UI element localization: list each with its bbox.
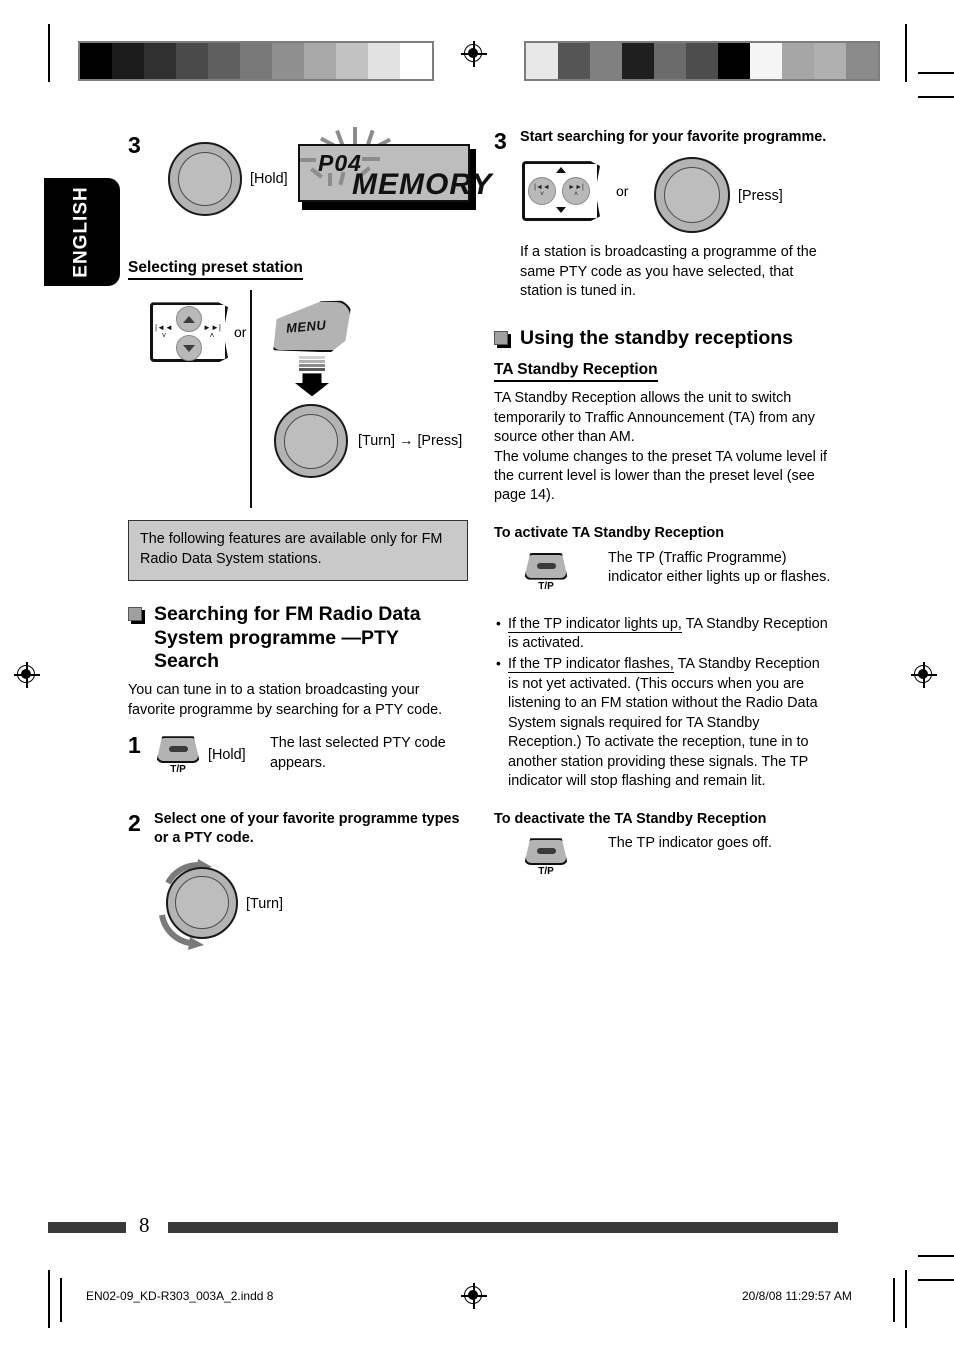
control-knob[interactable] (166, 867, 238, 939)
deactivate-ta-result: The TP indicator goes off. (608, 835, 772, 852)
calibration-swatch (686, 43, 718, 79)
calibration-swatch (272, 43, 304, 79)
crop-mark-right-lower-h (918, 96, 954, 98)
pty-heading-line2: System programme —PTY Search (154, 626, 399, 673)
calibration-swatch (622, 43, 654, 79)
footer-datetime: 20/8/08 11:29:57 AM (742, 1289, 852, 1303)
registration-mark-top (461, 41, 487, 67)
pad-forward-sub: ˄ (209, 331, 215, 341)
registration-mark-left (14, 662, 40, 688)
flow-arrow-down-icon (295, 356, 329, 396)
standby-section-heading (494, 327, 834, 350)
right-step3-press-action: [Press] (738, 188, 783, 205)
ta-standby-heading: TA Standby Reception (494, 360, 658, 382)
language-tab-label: ENGLISH (71, 186, 93, 278)
crop-mark-right-upper-h (918, 72, 954, 74)
list-item (494, 615, 834, 654)
right-step3-result: If a station is broadcasting a programme of the same PTY code as you have selected, that station is tuned in. (520, 244, 817, 300)
pad-triangle-down-icon (556, 207, 566, 213)
menu-button-label: MENU (285, 317, 327, 337)
search-control-pad[interactable] (522, 161, 600, 221)
left-step1-number: 1 (128, 732, 141, 759)
calibration-swatch (814, 43, 846, 79)
calibration-swatch (590, 43, 622, 79)
calibration-swatch (718, 43, 750, 79)
pad-rewind-glyph: |◄◄ (155, 323, 173, 333)
pad-forward-button[interactable] (562, 177, 590, 205)
calibration-swatch (846, 43, 878, 79)
ta-body-paragraph-2: The volume changes to the preset TA volume level if the current level is lower than the preset level (see page 14). (494, 448, 828, 504)
left-step3-knob-action: [Hold] (250, 171, 288, 187)
pad-forward-icon[interactable] (202, 324, 222, 340)
tp-button[interactable] (524, 553, 568, 593)
page-number: 8 (139, 1213, 150, 1237)
left-step2-number: 2 (128, 810, 141, 837)
pad-rewind-button[interactable] (528, 177, 556, 205)
pad-rewind-glyph: |◄◄ (534, 184, 550, 192)
bullet-2-underlined: If the TP indicator flashes, (508, 656, 674, 673)
tp-button[interactable] (524, 838, 568, 878)
activate-ta-heading: To activate TA Standby Reception (494, 524, 725, 541)
tp-button-slot-icon (537, 848, 556, 854)
footer-rule-left (60, 1278, 62, 1322)
right-column (494, 128, 834, 894)
list-item (494, 655, 834, 791)
flash-ray-icon (300, 158, 316, 162)
display-status-value: MEMORY (352, 168, 493, 201)
control-knob[interactable] (654, 157, 730, 233)
registration-mark-bottom (461, 1283, 487, 1309)
tp-button-slot-icon (537, 563, 556, 569)
calibration-swatch (654, 43, 686, 79)
control-knob[interactable] (168, 142, 242, 216)
flash-ray-icon (362, 157, 380, 161)
selecting-preset-heading: Selecting preset station (128, 258, 303, 280)
calibration-swatch (304, 43, 336, 79)
tp-button-label: T/P (538, 866, 554, 878)
page-bar-left (48, 1222, 126, 1233)
tp-button-label: T/P (538, 580, 554, 592)
tp-indicator-bullet-list (494, 615, 834, 792)
pad-rewind-sub: ˅ (161, 331, 167, 341)
ta-body-paragraph-1: TA Standby Reception allows the unit to switch temporarily to Traffic Announcement (TA) from any source other than AM. (494, 390, 815, 446)
section-bullet-square-icon (128, 607, 145, 624)
pad-forward-sub: ˄ (573, 191, 579, 199)
control-knob[interactable] (274, 404, 348, 478)
pad-forward-glyph: ►►| (568, 184, 584, 192)
footer-rule-right (893, 1278, 895, 1322)
deactivate-ta-heading: To deactivate the TA Standby Reception (494, 810, 767, 827)
left-step3-number: 3 (128, 132, 141, 158)
calibration-swatch (240, 43, 272, 79)
left-or-label: or (234, 324, 247, 341)
left-column (128, 128, 493, 949)
pty-heading-line1: Searching for FM Radio Data (154, 603, 421, 626)
calibration-swatch (782, 43, 814, 79)
right-or-label: or (616, 183, 629, 200)
right-step3-number: 3 (494, 128, 507, 154)
calibration-strip-left (78, 41, 434, 81)
menu-button[interactable] (270, 300, 352, 352)
calibration-swatch (208, 43, 240, 79)
tp-button[interactable] (156, 736, 200, 776)
note-box (128, 520, 468, 581)
left-step2-action: [Turn] (246, 895, 284, 912)
calibration-swatch (368, 43, 400, 79)
crop-mark-top-left-v (48, 24, 50, 82)
bullet-1-underlined: If the TP indicator lights up, (508, 615, 682, 632)
language-tab (44, 178, 120, 286)
tp-button-label: T/P (170, 764, 186, 776)
calibration-swatch (558, 43, 590, 79)
bullet-2-rest: TA Standby Reception is not yet activated. (This occurs when you are listening to an FM station without the Radio Data System signals required for TA Standby Reception.) To activate the reception, tune in to another station providing these signals. The TP indicator will stop flashing and remain lit. (508, 656, 820, 790)
calibration-swatch (526, 43, 558, 79)
pad-rewind-sub: ˅ (539, 191, 545, 199)
calibration-swatch (112, 43, 144, 79)
calibration-strip-right (524, 41, 880, 81)
activate-ta-result: The TP (Traffic Programme) indicator either lights up or flashes. (608, 549, 831, 586)
bullet-1-rest: TA Standby Reception is activated. (508, 615, 828, 652)
display-panel (298, 144, 493, 210)
pad-forward-glyph: ►►| (203, 323, 221, 333)
calibration-swatch (176, 43, 208, 79)
crop-mark-right-bottom-h1 (918, 1255, 954, 1257)
tp-button-slot-icon (169, 746, 188, 752)
crop-mark-bottom-right-v (905, 1270, 907, 1328)
left-step2-text: Select one of your favorite programme types or a PTY code. (154, 811, 460, 847)
calibration-swatch (80, 43, 112, 79)
display-preset-value: P04 (318, 150, 362, 176)
page-bar-right (168, 1222, 838, 1233)
preset-control-pad[interactable] (150, 302, 228, 362)
divider-line (250, 290, 252, 508)
pty-search-section-heading (128, 603, 468, 673)
pad-triangle-up-icon (556, 167, 566, 173)
section-bullet-square-icon (494, 331, 511, 348)
standby-section-heading-text: Using the standby receptions (520, 327, 794, 350)
registration-mark-right (911, 662, 937, 688)
pty-section-intro: You can tune in to a station broadcasting your favorite programme by searching for a PTY code. (128, 682, 443, 718)
right-step3-text: Start searching for your favorite programme. (520, 129, 827, 145)
calibration-swatch (336, 43, 368, 79)
footer-filename: EN02-09_KD-R303_003A_2.indd 8 (86, 1289, 274, 1303)
turn-press-action: [Turn] → [Press] (358, 433, 463, 450)
left-step1-action: [Hold] (208, 747, 246, 764)
calibration-swatch (750, 43, 782, 79)
crop-mark-top-right-v (905, 24, 907, 82)
crop-mark-right-bottom-h2 (918, 1279, 954, 1281)
calibration-swatch (400, 43, 432, 79)
crop-mark-bottom-left-v (48, 1270, 50, 1328)
pad-rewind-icon[interactable] (154, 324, 174, 340)
left-step1-result: The last selected PTY code appears. (270, 735, 446, 771)
calibration-swatch (144, 43, 176, 79)
note-box-text: The following features are available only for FM Radio Data System stations. (140, 531, 443, 567)
